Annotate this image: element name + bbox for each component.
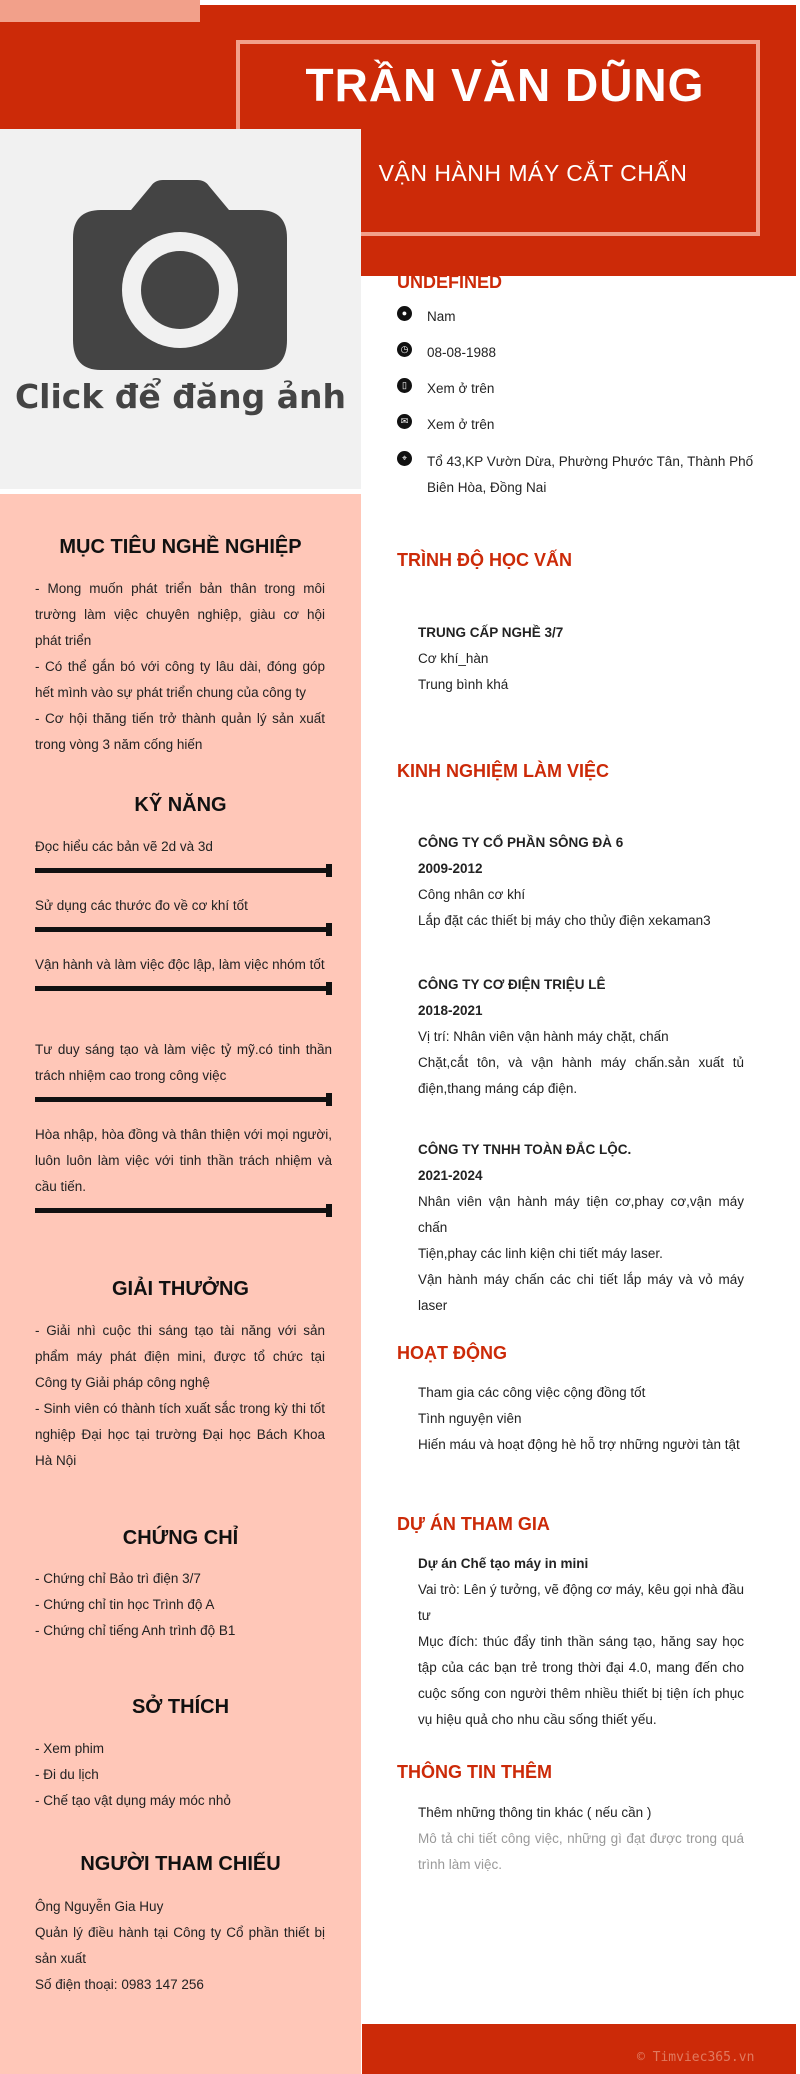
activities-text: [418, 1380, 744, 1458]
school-name: TRUNG CẤP NGHỀ 3/7: [418, 625, 564, 640]
skill-bar: [35, 868, 332, 873]
hobby-line: - Chế tạo vật dụng máy móc nhỏ: [35, 1793, 231, 1808]
job-period: 2018-2021: [418, 1003, 483, 1018]
activities-title: HOẠT ĐỘNG: [397, 1343, 507, 1363]
skill-bar: [35, 986, 332, 991]
skill-item: [35, 952, 332, 991]
references-text: [35, 1894, 325, 1998]
objective-title: MỤC TIÊU NGHỀ NGHIỆP: [59, 536, 302, 558]
info-value: Xem ở trên: [427, 417, 495, 432]
footer-bar: [362, 2024, 796, 2074]
info-value: Xem ở trên: [427, 381, 495, 396]
candidate-name: TRẦN VĂN DŨNG: [305, 59, 705, 111]
skill-item: [35, 1037, 332, 1102]
awards-text: [35, 1318, 325, 1474]
certificate-line: - Chứng chỉ Bảo trì điện 3/7: [35, 1571, 201, 1586]
job-title: VẬN HÀNH MÁY CẮT CHẤN: [378, 160, 688, 186]
person-icon: ●: [397, 306, 412, 321]
project-purpose: Mục đích: thúc đẩy tinh thần sáng tạo, hăng say học tập của các bạn trẻ trong thời đại 4.0, mang đến cho cuộc sống con người thêm nhiều thiết bị tiện ích phục vụ hiệu quả cho nhu cầu sống thiết yếu.: [418, 1634, 744, 1727]
hobby-line: - Xem phim: [35, 1741, 105, 1756]
more-info-text: [418, 1800, 744, 1878]
certificate-line: - Chứng chỉ tin học Trình độ A: [35, 1597, 215, 1612]
skill-label: Hòa nhập, hòa đồng và thân thiện với mọi người, luôn luôn làm việc với tinh thần trách nhiệm và cầu tiến.: [35, 1127, 332, 1194]
objective-line: - Mong muốn phát triển bản thân trong môi trường làm việc chuyên nghiệp, giàu cơ hội phát triển: [35, 581, 325, 648]
photo-upload[interactable]: [0, 129, 361, 489]
hobbies-title: SỞ THÍCH: [131, 1696, 230, 1718]
more-info-title: THÔNG TIN THÊM: [397, 1762, 552, 1782]
activity-line: Tình nguyện viên: [418, 1411, 522, 1426]
photo-upload-label: Click để đăng ảnh: [14, 377, 347, 416]
education-title: TRÌNH ĐỘ HỌC VẤN: [397, 550, 572, 570]
project-name: Dự án Chế tạo máy in mini: [418, 1556, 589, 1571]
skill-bar-end: [326, 1204, 332, 1217]
award-line: - Sinh viên có thành tích xuất sắc trong kỳ thi tốt nghiệp Đại học tại trường Đại học Bách Khoa Hà Nội: [35, 1401, 325, 1468]
job-description: Chặt,cắt tôn, và vận hành máy chấn.sản xuất tủ điện,thang máng cáp điện.: [418, 1055, 744, 1096]
email-icon: ✉: [397, 414, 412, 429]
objective-line: - Có thể gắn bó với công ty lâu dài, đóng góp hết mình vào sự phát triển chung của công ty: [35, 659, 325, 700]
info-value: Tổ 43,KP Vườn Dừa, Phường Phước Tân, Thành Phố Biên Hòa, Đồng Nai: [427, 454, 754, 495]
skill-label: Vận hành và làm việc độc lập, làm việc nhóm tốt: [35, 957, 325, 972]
certificate-line: - Chứng chỉ tiếng Anh trình độ B1: [35, 1623, 236, 1638]
experience-title: KINH NGHIỆM LÀM VIỆC: [397, 761, 610, 781]
skill-bar: [35, 1208, 332, 1213]
activity-line: Tham gia các công việc cộng đồng tốt: [418, 1385, 646, 1400]
education-grade: Trung bình khá: [418, 677, 509, 692]
company-name: CÔNG TY CƠ ĐIỆN TRIỆU LÊ: [418, 977, 606, 992]
objective-line: - Cơ hội thăng tiến trở thành quản lý sản xuất trong vòng 3 năm cống hiến: [35, 711, 325, 752]
projects-title: DỰ ÁN THAM GIA: [397, 1514, 550, 1534]
activity-line: Hiến máu và hoạt động hè hỗ trợ những người tàn tật: [418, 1437, 740, 1452]
skill-bar: [35, 927, 332, 932]
certificates-text: [35, 1566, 325, 1644]
references-title: NGƯỜI THAM CHIẾU: [80, 1853, 281, 1875]
header-left-block: [0, 22, 200, 129]
info-value: Nam: [427, 309, 456, 324]
experience-entry: [418, 830, 744, 934]
skills-title: KỸ NĂNG: [134, 794, 227, 816]
skill-bar-end: [326, 923, 332, 936]
reference-line: Quản lý điều hành tại Công ty Cổ phần thiết bị sản xuất: [35, 1925, 325, 1966]
company-name: CÔNG TY CỔ PHẦN SÔNG ĐÀ 6: [418, 835, 624, 850]
awards-title: GIẢI THƯỞNG: [112, 1278, 249, 1300]
skill-bar: [35, 1097, 332, 1102]
location-icon: ⌖: [397, 451, 412, 466]
skill-bar-end: [326, 1093, 332, 1106]
clock-icon: ◷: [397, 342, 412, 357]
watermark: © Timviec365.vn: [637, 2050, 755, 2065]
header-accent-strip: [0, 0, 200, 22]
job-description: Vận hành máy chấn các chi tiết lắp máy và vỏ máy laser: [418, 1272, 744, 1313]
reference-line: Số điện thoại: 0983 147 256: [35, 1977, 204, 1992]
experience-entry: [418, 972, 744, 1102]
skill-item: [35, 893, 332, 932]
info-value: 08-08-1988: [427, 345, 497, 360]
project-entry: [418, 1551, 744, 1733]
more-info-hint: Mô tả chi tiết công việc, những gì đạt được trong quá trình làm việc.: [418, 1831, 744, 1872]
phone-icon: ▯: [397, 378, 412, 393]
award-line: - Giải nhì cuộc thi sáng tạo tài năng với sản phẩm máy phát điện mini, được tổ chức tại Công ty Giải pháp công nghệ: [35, 1323, 325, 1390]
hobbies-text: [35, 1736, 325, 1814]
hobby-line: - Đi du lịch: [35, 1767, 99, 1782]
skill-label: Sử dụng các thước đo về cơ khí tốt: [35, 898, 248, 913]
job-position: Vị trí: Nhân viên vận hành máy chặt, chấn: [418, 1029, 669, 1044]
job-period: 2009-2012: [418, 861, 483, 876]
company-name: CÔNG TY TNHH TOÀN ĐẮC LỘC.: [418, 1142, 632, 1157]
camera-icon: [73, 180, 287, 370]
project-role: Vai trò: Lên ý tưởng, vẽ động cơ máy, kêu gọi nhà đầu tư: [418, 1582, 744, 1623]
job-description: Lắp đặt các thiết bị máy cho thủy điện xekaman3: [418, 913, 711, 928]
job-position: Nhân viên vận hành máy tiện cơ,phay cơ,vận máy chấn: [418, 1194, 744, 1235]
reference-line: Ông Nguyễn Gia Huy: [35, 1899, 164, 1914]
more-info-line: Thêm những thông tin khác ( nếu cần ): [418, 1805, 652, 1820]
skill-bar-end: [326, 864, 332, 877]
certificates-title: CHỨNG CHỈ: [122, 1527, 239, 1549]
job-description: Tiện,phay các linh kiện chi tiết máy laser.: [418, 1246, 663, 1261]
job-period: 2021-2024: [418, 1168, 483, 1183]
education-entry: [418, 620, 744, 698]
objective-text: [35, 576, 325, 758]
skill-label: Đọc hiểu các bản vẽ 2d và 3d: [35, 839, 213, 854]
skill-item: [35, 834, 332, 873]
education-major: Cơ khí_hàn: [418, 651, 489, 666]
job-position: Công nhân cơ khí: [418, 887, 526, 902]
skill-label: Tư duy sáng tạo và làm việc tỷ mỹ.có tinh thần trách nhiệm cao trong công việc: [35, 1042, 332, 1083]
personal-info-title: UNDEFINED: [397, 272, 503, 292]
skill-item: [35, 1122, 332, 1213]
skill-bar-end: [326, 982, 332, 995]
experience-entry: [418, 1137, 744, 1319]
